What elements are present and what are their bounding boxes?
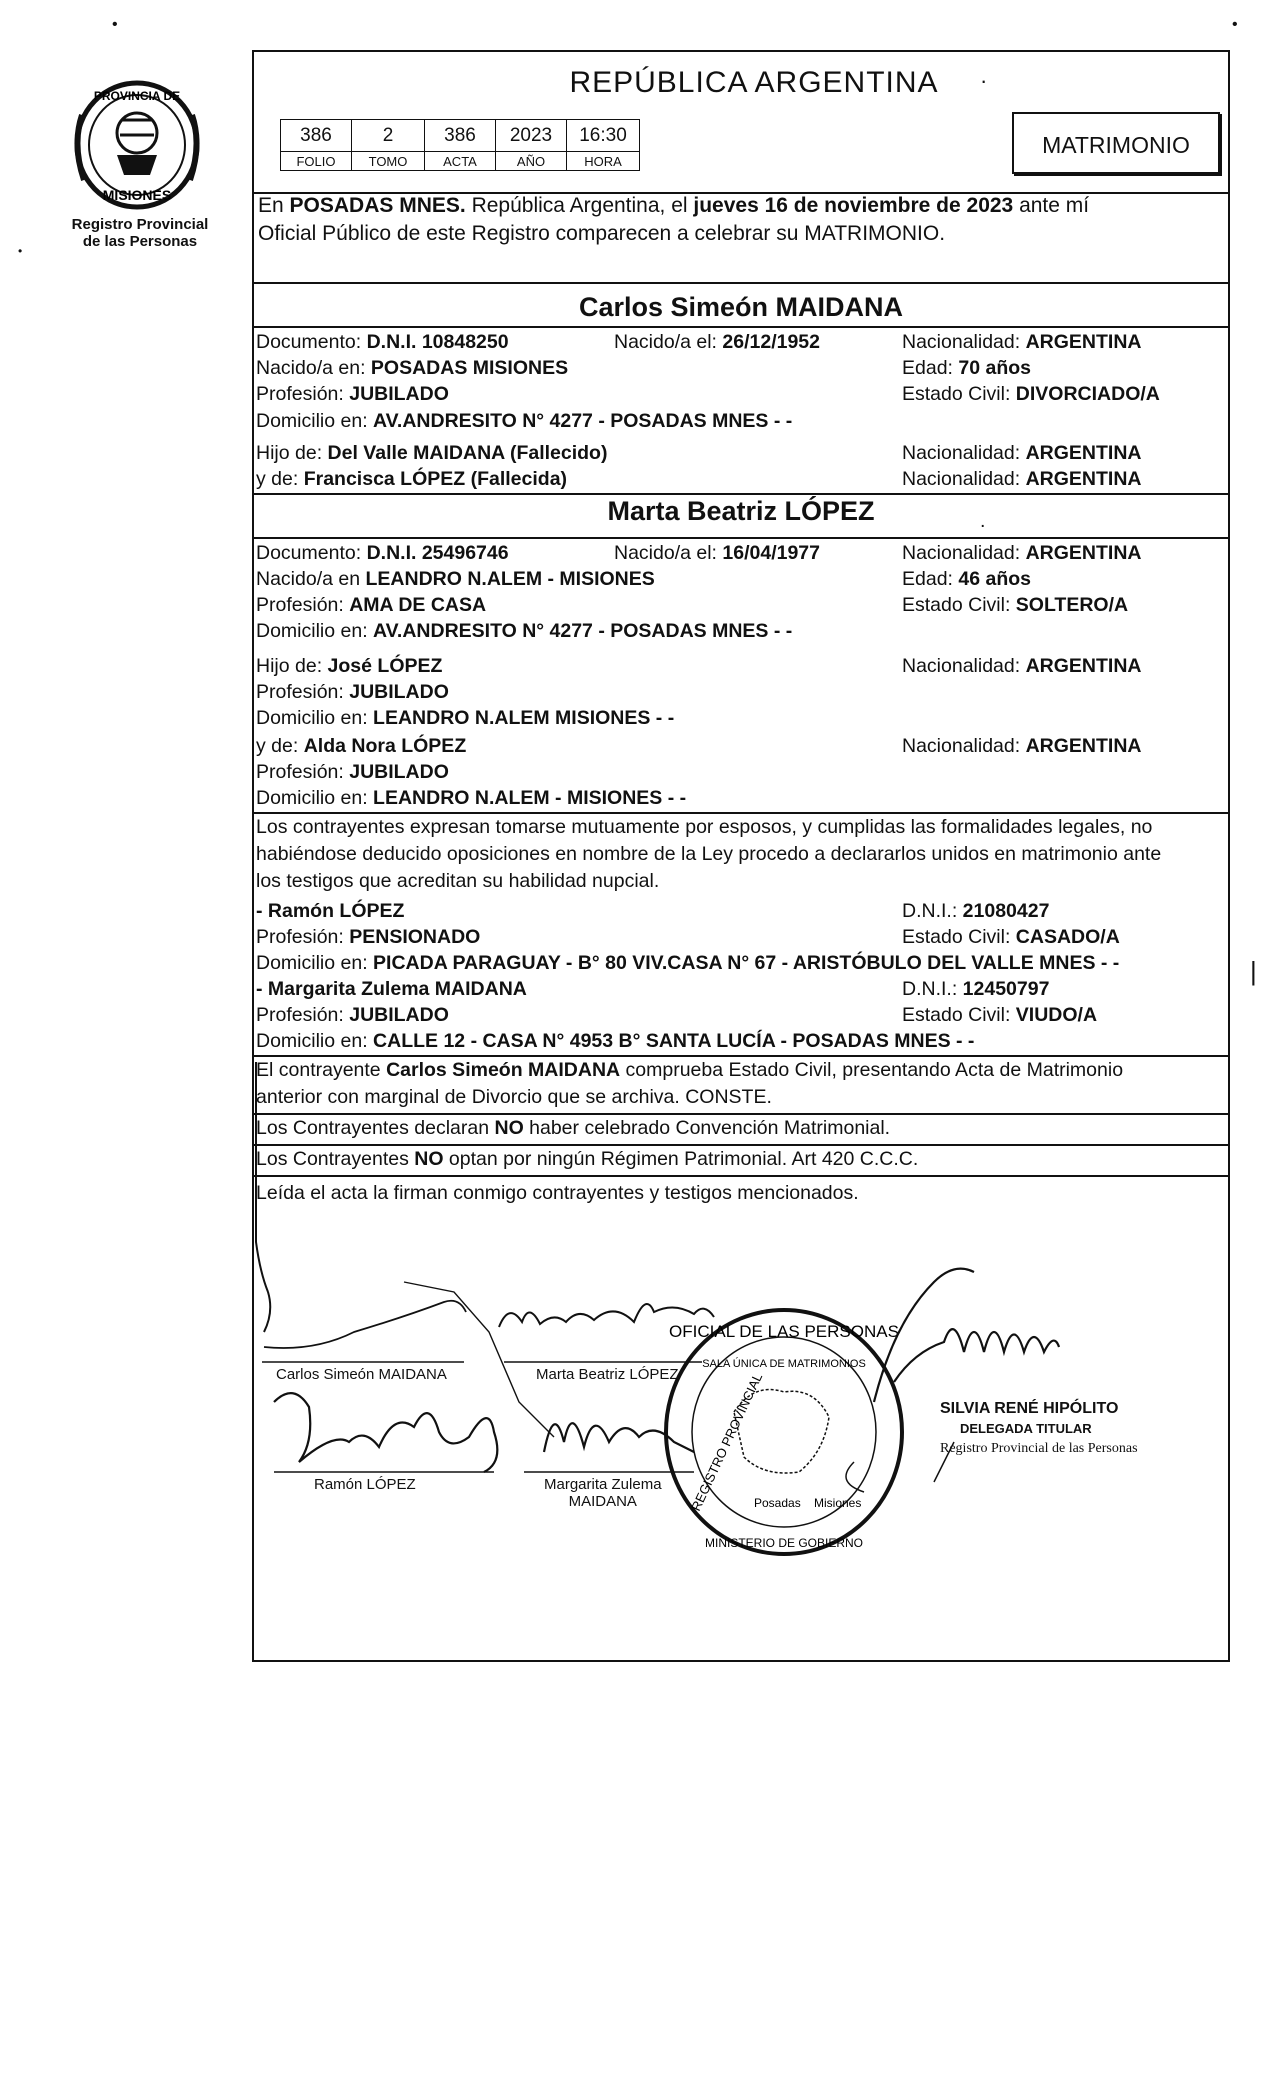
margin-mark: |	[1250, 956, 1257, 986]
spouse1-father: Hijo de: Del Valle MAIDANA (Fallecido)	[256, 442, 608, 464]
folio-value: 386	[281, 120, 352, 152]
svg-text:MISIONES: MISIONES	[102, 187, 172, 203]
divider	[254, 537, 1228, 539]
spouse2-father: Hijo de: José LÓPEZ	[256, 655, 443, 677]
year-label: AÑO	[496, 152, 567, 171]
intro-paragraph: En POSADAS MNES. República Argentina, el jueves 16 de noviembre de 2023 ante mí Oficial Público de este Registro comparecen a celebrar su MATRIMONIO.	[258, 194, 1090, 245]
spouse1-document: Documento: D.N.I. 10848250	[256, 331, 509, 353]
witness1-dni: D.N.I.: 21080427	[902, 900, 1050, 922]
witness1-profession: Profesión: PENSIONADO	[256, 926, 481, 948]
witness2-dni: D.N.I.: 12450797	[902, 978, 1050, 1000]
folio-label: FOLIO	[281, 152, 352, 171]
spouse2-father-profession: Profesión: JUBILADO	[256, 681, 449, 703]
signature-label-carlos: Carlos Simeón MAIDANA	[276, 1366, 447, 1383]
spouse2-father-nationality: Nacionalidad: ARGENTINA	[902, 655, 1142, 677]
declaration-paragraph: Los contrayentes expresan tomarse mutuamente por esposos, y cumplidas las formalidades legales, no habiéndose deducido oposiciones en nombre de la Ley procedo a declararlos unidos en matrimonio ante los testigos que acreditan su habilidad nupcial.	[256, 816, 1162, 892]
witness2-address: Domicilio en: CALLE 12 - CASA N° 4953 B° SANTA LUCÍA - POSADAS MNES - -	[256, 1030, 975, 1052]
witness2-profession: Profesión: JUBILADO	[256, 1004, 449, 1026]
dot-mark: •	[1232, 16, 1238, 33]
spouse1-birthplace: Nacido/a en: POSADAS MISIONES	[256, 357, 569, 379]
dot-mark: ·	[980, 68, 988, 93]
spouse2-age: Edad: 46 años	[902, 568, 1032, 590]
closing-note: Leída el acta la firman conmigo contrayentes y testigos mencionados.	[256, 1182, 859, 1204]
official-role: DELEGADA TITULAR	[960, 1421, 1092, 1436]
dot-mark: •	[18, 244, 23, 258]
signature-official	[874, 1269, 1059, 1402]
regime-note: Los Contrayentes NO optan por ningún Régimen Patrimonial. Art 420 C.C.C.	[256, 1148, 919, 1170]
svg-text:REGISTRO PROVINCIAL: REGISTRO PROVINCIAL	[688, 1370, 766, 1514]
certificate-frame	[252, 50, 1230, 1662]
dot-mark: .	[980, 510, 986, 532]
signature-label-marta: Marta Beatriz LÓPEZ	[536, 1366, 679, 1383]
svg-text:Misiones: Misiones	[814, 1496, 862, 1510]
signature-label-margarita: Margarita Zulema MAIDANA	[544, 1476, 662, 1510]
civil-status-note: El contrayente Carlos Simeón MAIDANA comprueba Estado Civil, presentando Acta de Matrimonio anterior con marginal de Divorcio que se archiva. CONSTE.	[256, 1059, 1124, 1108]
divider	[254, 326, 1228, 328]
signature-margarita	[544, 1423, 694, 1452]
witness1-civil-status: Estado Civil: CASADO/A	[902, 926, 1120, 948]
spouse2-mother: y de: Alda Nora LÓPEZ	[256, 735, 467, 757]
spouse2-nationality: Nacionalidad: ARGENTINA	[902, 542, 1142, 564]
spouse2-father-address: Domicilio en: LEANDRO N.ALEM MISIONES - -	[256, 707, 675, 729]
spouse1-father-nationality: Nacionalidad: ARGENTINA	[902, 442, 1142, 464]
acta-label: ACTA	[425, 152, 496, 171]
svg-text:Posadas: Posadas	[754, 1496, 801, 1510]
witness2-name: - Margarita Zulema MAIDANA	[256, 978, 527, 1000]
caption-line-1: Registro Provincial	[71, 216, 209, 233]
spouse1-name: Carlos Simeón MAIDANA	[578, 292, 904, 322]
spouse2-document: Documento: D.N.I. 25496746	[256, 542, 509, 564]
spouse2-mother-nationality: Nacionalidad: ARGENTINA	[902, 735, 1142, 757]
tomo-value: 2	[352, 120, 425, 152]
spouse2-profession: Profesión: AMA DE CASA	[256, 594, 487, 616]
act-type-box: MATRIMONIO	[1012, 112, 1220, 174]
registry-caption	[55, 216, 225, 250]
svg-text:SALA ÚNICA DE MATRIMONIOS: SALA ÚNICA DE MATRIMONIOS	[702, 1358, 866, 1370]
spouse1-address: Domicilio en: AV.ANDRESITO N° 4277 - POSADAS MNES - -	[256, 410, 793, 432]
spouse2-name: Marta Beatriz LÓPEZ	[607, 496, 875, 526]
caption-line-2: de las Personas	[82, 233, 198, 250]
svg-text:OFICIAL DE LAS PERSONAS: OFICIAL DE LAS PERSONAS	[669, 1322, 899, 1341]
signature-carlos	[264, 1301, 466, 1348]
dot-mark: •	[112, 16, 118, 33]
spouse1-profession: Profesión: JUBILADO	[256, 383, 449, 405]
spouse2-civil-status: Estado Civil: SOLTERO/A	[902, 594, 1129, 616]
witness1-name: - Ramón LÓPEZ	[256, 900, 405, 922]
spouse1-civil-status: Estado Civil: DIVORCIADO/A	[902, 383, 1160, 405]
spouse2-birthdate: Nacido/a el: 16/04/1977	[614, 542, 821, 564]
page-title: REPÚBLICA ARGENTINA	[569, 66, 939, 99]
spouse2-birthplace: Nacido/a en LEANDRO N.ALEM - MISIONES	[256, 568, 655, 590]
spouse1-birthdate: Nacido/a el: 26/12/1952	[614, 331, 821, 353]
year-value: 2023	[496, 120, 567, 152]
divider	[254, 282, 1228, 284]
hour-label: HORA	[567, 152, 640, 171]
spouse1-mother: y de: Francisca LÓPEZ (Fallecida)	[256, 468, 568, 490]
signature-label-ramon: Ramón LÓPEZ	[314, 1476, 416, 1493]
svg-text:MINISTERIO DE GOBIERNO: MINISTERIO DE GOBIERNO	[704, 1536, 864, 1550]
witness1-address: Domicilio en: PICADA PARAGUAY - B° 80 VIV.CASA N° 67 - ARISTÓBULO DEL VALLE MNES - -	[256, 952, 1120, 974]
divider	[254, 1175, 1228, 1177]
witness2-civil-status: Estado Civil: VIUDO/A	[902, 1004, 1098, 1026]
convention-note: Los Contrayentes declaran NO haber celebrado Convención Matrimonial.	[256, 1117, 891, 1139]
tomo-label: TOMO	[352, 152, 425, 171]
official-stamp	[666, 1310, 902, 1554]
svg-text:PROVINCIA DE: PROVINCIA DE	[93, 89, 181, 103]
official-name: SILVIA RENÉ HIPÓLITO	[940, 1400, 1119, 1417]
registry-logo	[62, 75, 212, 215]
acta-value: 386	[425, 120, 496, 152]
spouse1-nationality: Nacionalidad: ARGENTINA	[902, 331, 1142, 353]
spouse1-age: Edad: 70 años	[902, 357, 1032, 379]
spouse2-mother-address: Domicilio en: LEANDRO N.ALEM - MISIONES - -	[256, 787, 687, 809]
official-office: Registro Provincial de las Personas	[940, 1441, 1138, 1456]
spouse2-address: Domicilio en: AV.ANDRESITO N° 4277 - POSADAS MNES - -	[256, 620, 793, 642]
spouse1-mother-nationality: Nacionalidad: ARGENTINA	[902, 468, 1142, 490]
spouse2-mother-profession: Profesión: JUBILADO	[256, 761, 449, 783]
folio-table	[280, 119, 640, 171]
signature-ramon	[274, 1393, 497, 1472]
divider	[254, 493, 1228, 495]
hour-value: 16:30	[567, 120, 640, 152]
